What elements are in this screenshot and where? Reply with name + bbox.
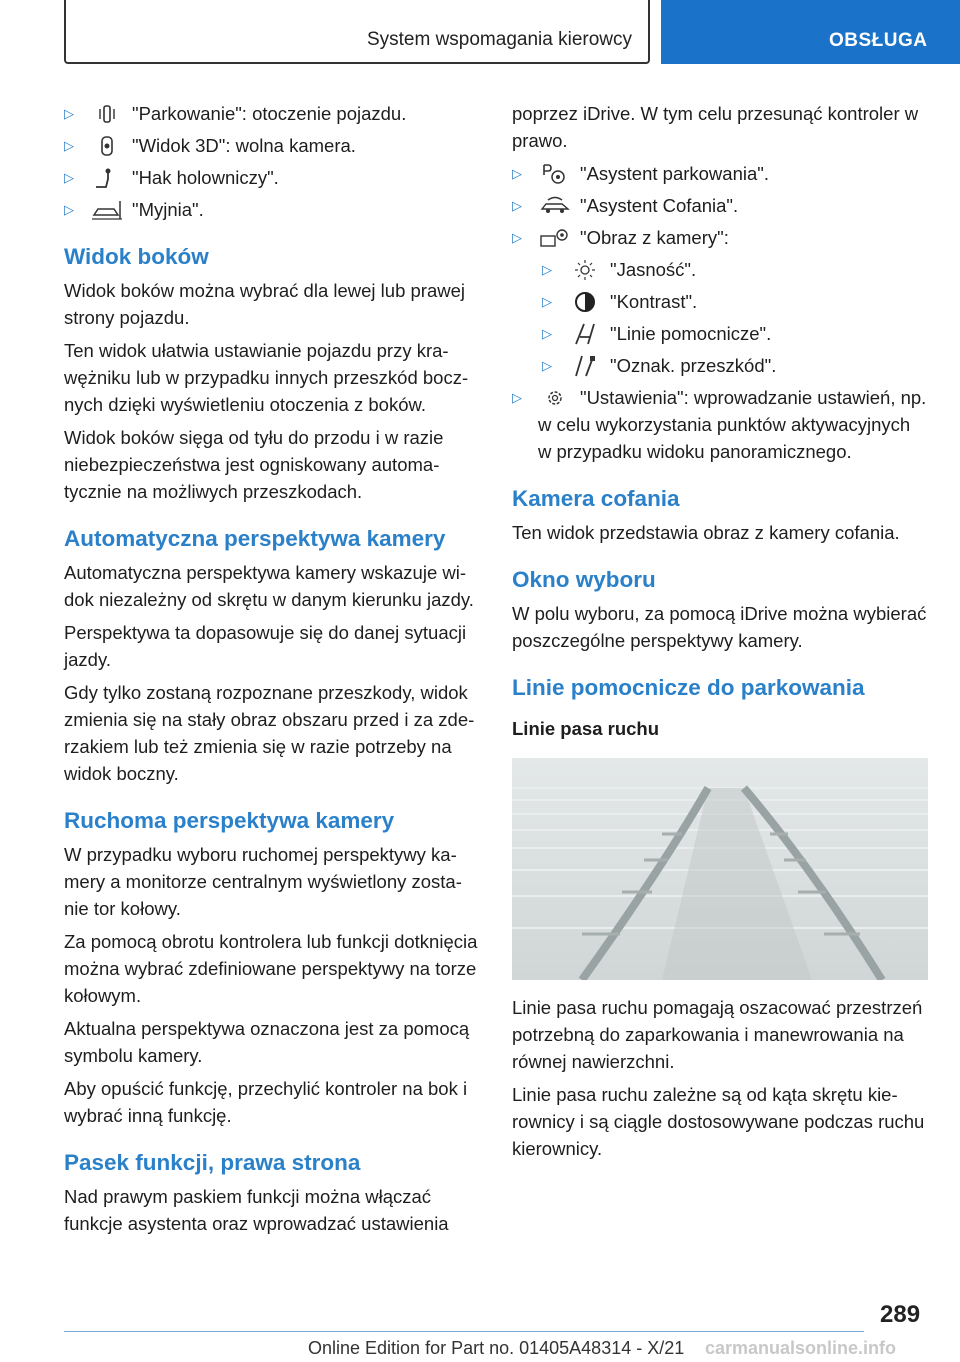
paragraph: W przypadku wyboru ruchomej perspektywy kamery a monitorze centralnym wyświetlony zostanie tor kołowy. (64, 844, 462, 919)
paragraph: Nad prawym paskiem funkcji można włączać funkcje asystenta oraz wprowadzać ustawienia (64, 1186, 449, 1234)
list-item (512, 384, 928, 465)
contrast-icon (568, 291, 602, 313)
guide-lines-icon (568, 323, 602, 345)
left-column (64, 100, 480, 1243)
list-item-text: "Linie pomocnicze". (610, 323, 772, 344)
bullet-triangle-icon: ▷ (512, 230, 522, 245)
paragraph: Gdy tylko zostaną rozpoznane przeszkody, widok zmienia się na stały obraz obszaru przed i za zderzakiem lub też zmienia się w razie potrzeby na widok boczny. (64, 682, 475, 784)
paragraph: Linie pasa ruchu zależne są od kąta skrętu kierownicy i są ciągle dostosowywane podczas ruchu kierownicy. (512, 1084, 925, 1159)
header-title: System wspomagania kierowcy (366, 29, 632, 50)
section-heading: Okno wyboru (512, 567, 656, 592)
footer-divider (64, 1331, 864, 1332)
free-camera-icon (90, 135, 124, 157)
list-item (512, 224, 928, 251)
list-item-text: "Asystent Cofania". (580, 195, 739, 216)
bullet-triangle-icon: ▷ (64, 202, 74, 217)
list-item-text: "Oznak. przeszkód". (610, 355, 777, 376)
bullet-triangle-icon: ▷ (542, 294, 552, 309)
paragraph: Widok boków można wybrać dla lewej lub prawej strony pojazdu. (64, 280, 466, 328)
sub-list-item (512, 256, 928, 283)
paragraph: Perspektywa ta dopasowuje się do danej sytuacji jazdy. (64, 622, 467, 670)
paragraph: Aktualna perspektywa oznaczona jest za pomocą symbolu kamery. (64, 1018, 470, 1066)
list-item (512, 160, 928, 187)
section-heading: Widok boków (64, 244, 209, 269)
list-item-text: "Obraz z kamery": (580, 227, 729, 248)
section-heading: Pasek funkcji, prawa strona (64, 1150, 361, 1175)
list-item-text: "Hak holowniczy". (132, 167, 279, 188)
list-item-text: "Kontrast". (610, 291, 698, 312)
paragraph: Linie pasa ruchu pomagają oszacować przestrzeń potrzebną do zaparkowania i manewrowania na równej nawierzchni. (512, 997, 923, 1072)
tow-hitch-icon (90, 167, 124, 189)
bullet-triangle-icon: ▷ (64, 170, 74, 185)
car-wash-icon (90, 199, 124, 221)
bullet-triangle-icon: ▷ (542, 262, 552, 277)
bullet-triangle-icon: ▷ (512, 390, 522, 405)
list-item (64, 164, 480, 191)
lane-lines-illustration (512, 758, 928, 980)
list-item-text: "Ustawienia": wprowadzanie ustawień, np. w celu wykorzystania punktów aktywacyjnych w przypadku widoku panoramicznego. (538, 387, 927, 462)
page-number: 289 (880, 1301, 921, 1328)
bullet-triangle-icon: ▷ (64, 138, 74, 153)
section-heading: Ruchoma perspektywa kamery (64, 808, 395, 833)
list-item (512, 192, 928, 219)
right-column (512, 100, 928, 1168)
paragraph: Aby opuścić funkcję, przechylić kontroler na bok i wybrać inną funkcję. (64, 1078, 468, 1126)
parking-assistant-icon (538, 163, 572, 185)
paragraph: Za pomocą obrotu kontrolera lub funkcji dotknięcia można wybrać zdefiniowane perspektywy na torze kołowym. (64, 931, 478, 1006)
list-item (64, 100, 480, 127)
paragraph: Widok boków sięga od tyłu do przodu i w razie niebezpieczeństwa jest ogniskowany automatycznie na możliwych przeszkodach. (64, 427, 444, 502)
paragraph: Ten widok przedstawia obraz z kamery cofania. (512, 522, 900, 543)
paragraph: poprzez iDrive. W tym celu przesunąć kontroler w prawo. (512, 103, 919, 151)
camera-settings-icon (538, 227, 572, 249)
bullet-triangle-icon: ▷ (512, 198, 522, 213)
bullet-triangle-icon: ▷ (64, 106, 74, 121)
sub-list-item (512, 288, 928, 315)
bullet-triangle-icon: ▷ (542, 326, 552, 341)
list-item (64, 132, 480, 159)
paragraph: Ten widok ułatwia ustawianie pojazdu przy krawężniku lub w przypadku innych przeszkód bocznych dzięki wyświetleniu otoczenia z boków. (64, 340, 469, 415)
sub-list-item (512, 320, 928, 347)
list-item (64, 196, 480, 223)
sub-heading: Linie pasa ruchu (512, 718, 660, 739)
obstacle-marking-icon (568, 355, 602, 377)
header-box (64, 0, 650, 64)
section-heading: Automatyczna perspektywa kamery (64, 526, 446, 551)
brightness-icon (568, 259, 602, 281)
sub-list-item (512, 352, 928, 379)
section-tab (661, 0, 960, 64)
parking-sensor-icon (90, 103, 124, 125)
bullet-triangle-icon: ▷ (512, 166, 522, 181)
list-item-text: "Myjnia". (132, 199, 204, 220)
list-item-text: "Jasność". (610, 259, 697, 280)
paragraph: Automatyczna perspektywa kamery wskazuje widok niezależny od skrętu w danym kierunku jazdy. (64, 562, 474, 610)
gear-icon (538, 387, 572, 409)
reversing-assistant-icon (538, 195, 572, 217)
bullet-triangle-icon: ▷ (542, 358, 552, 373)
list-item-text: "Asystent parkowania". (580, 163, 769, 184)
section-tab-label: OBSŁUGA (829, 30, 928, 51)
edition-text: Online Edition for Part no. 01405A48314 - X/21 (308, 1338, 685, 1358)
list-item-text: "Parkowanie": otoczenie pojazdu. (132, 103, 407, 124)
section-heading: Linie pomocnicze do parkowania (512, 675, 865, 700)
watermark-text: carmanualsonline.info (705, 1338, 897, 1358)
paragraph: W polu wyboru, za pomocą iDrive można wybierać poszczególne perspektywy kamery. (512, 603, 927, 651)
section-heading: Kamera cofania (512, 486, 680, 511)
list-item-text: "Widok 3D": wolna kamera. (132, 135, 356, 156)
